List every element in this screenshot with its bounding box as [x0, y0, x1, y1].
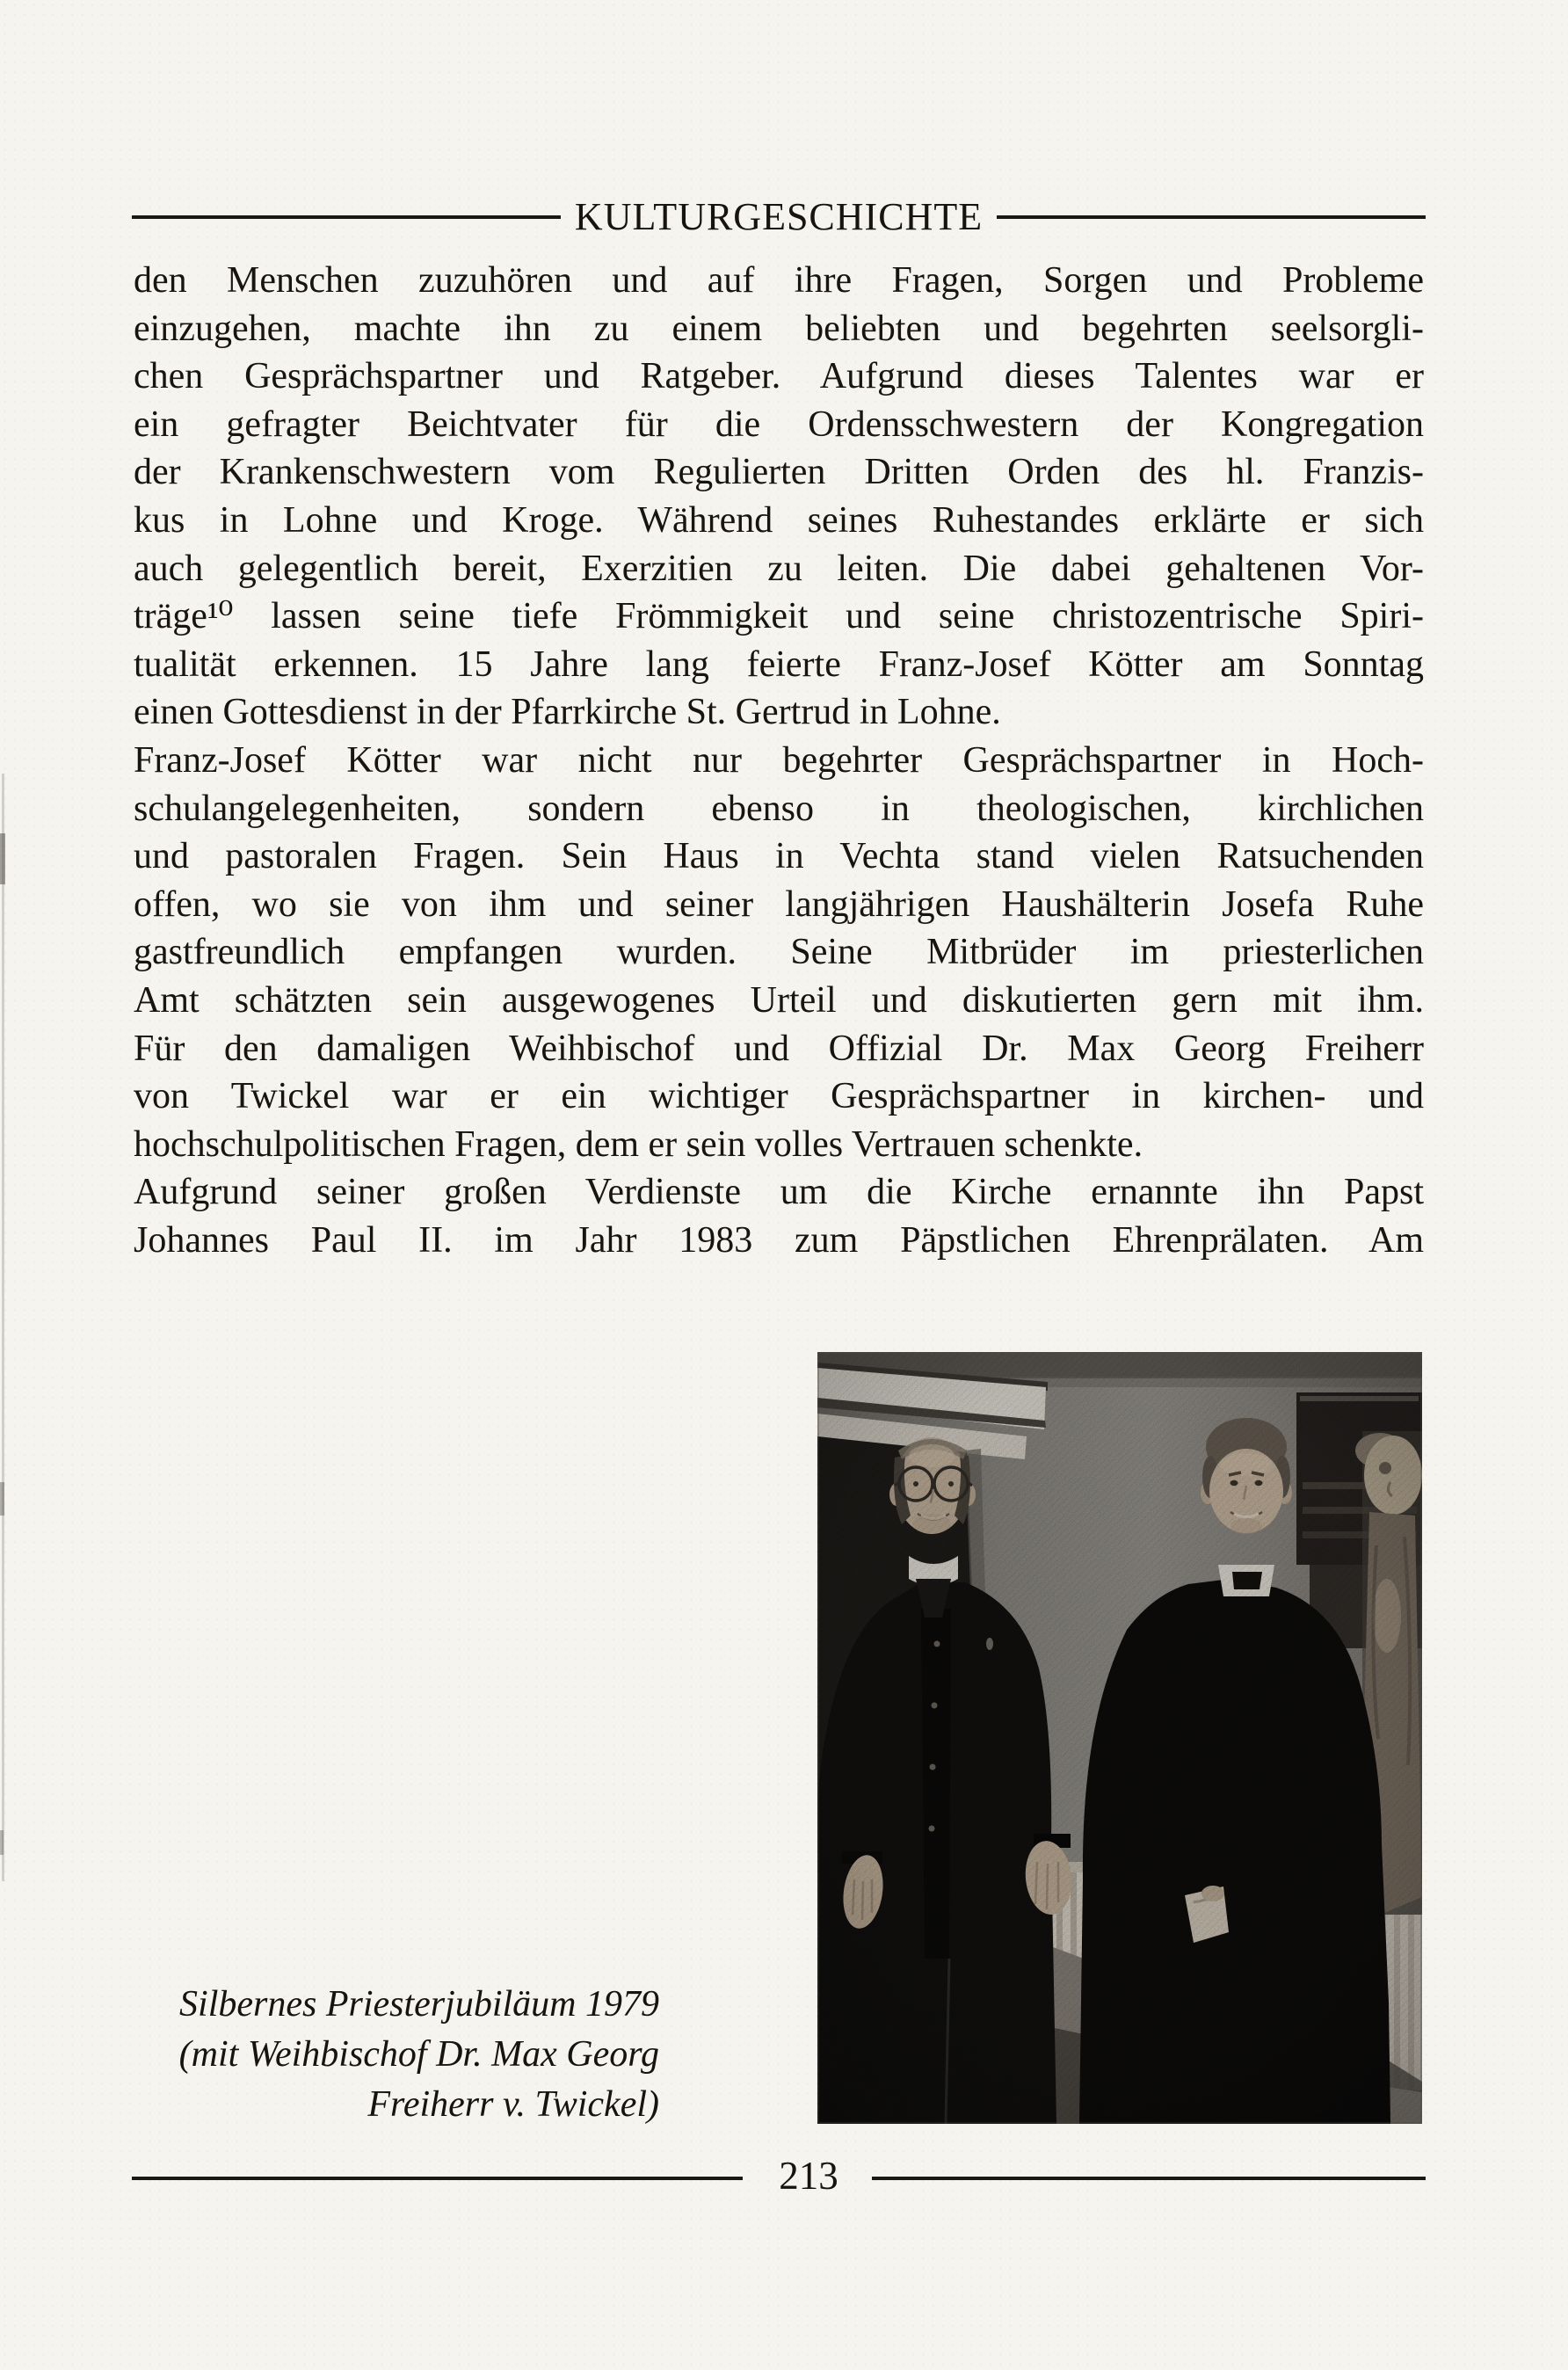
priests-photo-graphic	[817, 1352, 1422, 2124]
body-text-line: Amt schätzten sein ausgewogenes Urteil und diskutierten gern mit ihm.	[134, 979, 1424, 1021]
footer-rule-right	[872, 2177, 1426, 2180]
body-text-line: einzugehen, machte ihn zu einem beliebten und begehrten seelsorgli-	[134, 308, 1424, 349]
body-text-line: gastfreundlich empfangen wurden. Seine Mitbrüder im priesterlichen	[134, 932, 1424, 973]
priests-photo	[817, 1352, 1422, 2124]
body-text-line: kus in Lohne und Kroge. Während seines Ruhestandes erklärte er sich	[134, 499, 1424, 541]
body-text-line: schulangelegenheiten, sondern ebenso in theologischen, kirchlichen	[134, 788, 1424, 829]
body-text-line: Aufgrund seiner großen Verdienste um die Kirche ernannte ihn Papst	[134, 1172, 1424, 1213]
body-text-line: auch gelegentlich bereit, Exerzitien zu leiten. Die dabei gehaltenen Vor-	[134, 548, 1424, 589]
caption-line: Freiherr v. Twickel)	[367, 2084, 659, 2125]
body-text-line: Franz-Josef Kötter war nicht nur begehrter Gesprächspartner in Hoch-	[134, 739, 1424, 781]
scan-artifact-line	[2, 774, 4, 1881]
caption-line: Silbernes Priesterjubiläum 1979	[179, 1984, 659, 2025]
body-text-line: den Menschen zuzuhören und auf ihre Fragen, Sorgen und Probleme	[134, 260, 1424, 301]
running-head	[132, 195, 1426, 239]
body-text-line: von Twickel war er ein wichtiger Gesprächspartner in kirchen- und	[134, 1076, 1424, 1117]
page-number: 213	[779, 2154, 838, 2198]
body-text-line: Johannes Paul II. im Jahr 1983 zum Päpstlichen Ehrenprälaten. Am	[134, 1219, 1424, 1261]
section-title: KULTURGESCHICHTE	[574, 195, 984, 238]
body-text-line: träge¹⁰ lassen seine tiefe Frömmigkeit und seine christozentrische Spiri-	[134, 596, 1424, 637]
caption-line: (mit Weihbischof Dr. Max Georg	[178, 2034, 659, 2075]
header-rule-left	[132, 215, 561, 219]
scan-artifact-tick	[0, 833, 5, 884]
scan-artifact-tick	[0, 1830, 4, 1855]
body-text-line: und pastoralen Fragen. Sein Haus in Vechta stand vielen Ratsuchenden	[134, 836, 1424, 877]
film-grain	[817, 1352, 1422, 2124]
body-text-line: Für den damaligen Weihbischof und Offizial Dr. Max Georg Freiherr	[134, 1028, 1424, 1069]
body-text-line: ein gefragter Beichtvater für die Ordensschwestern der Kongregation	[134, 403, 1424, 445]
scan-artifact-tick	[0, 1482, 4, 1516]
body-text-line: der Krankenschwestern vom Regulierten Dritten Orden des hl. Franzis-	[134, 452, 1424, 493]
body-text-line: tualität erkennen. 15 Jahre lang feierte Franz-Josef Kötter am Sonntag	[134, 643, 1424, 685]
body-text	[134, 257, 1424, 1264]
body-text-line: offen, wo sie von ihm und seiner langjährigen Haushälterin Josefa Ruhe	[134, 883, 1424, 925]
photo-caption	[132, 1980, 659, 2130]
footer-rule-left	[132, 2177, 743, 2180]
body-text-line: hochschulpolitischen Fragen, dem er sein volles Vertrauen schenkte.	[134, 1123, 1143, 1165]
body-text-line: einen Gottesdienst in der Pfarrkirche St. Gertrud in Lohne.	[134, 692, 1001, 733]
header-rule-right	[997, 215, 1426, 219]
body-text-line: chen Gesprächspartner und Ratgeber. Aufgrund dieses Talentes war er	[134, 356, 1424, 397]
